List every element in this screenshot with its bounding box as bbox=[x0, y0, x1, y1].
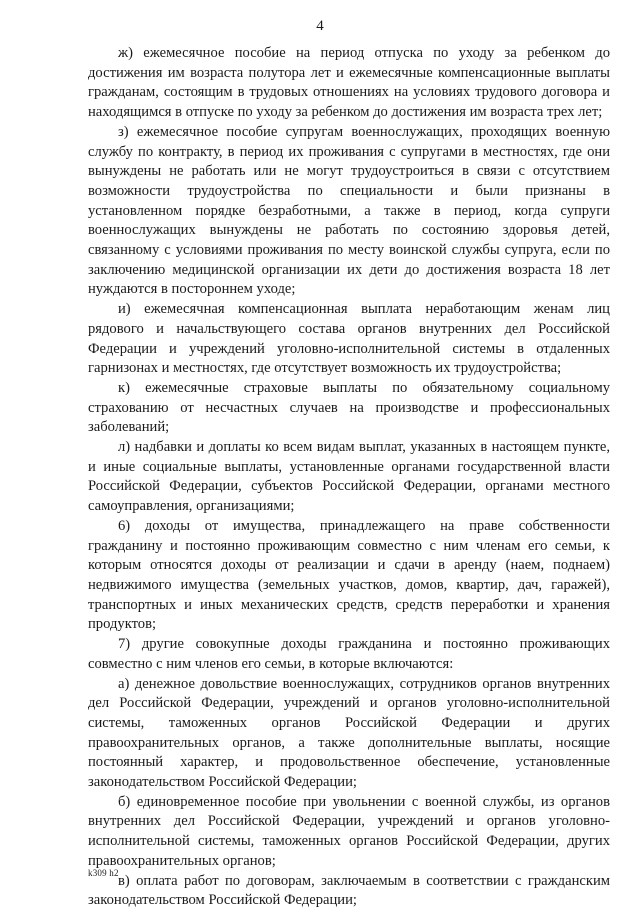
paragraph-z: з) ежемесячное пособие супругам военнослужащих, проходящих военную службу по контракту, в период их проживания с супругами в местностях, где они вынуждены не работать или не могут трудоустроиться в связи с отсутствием возможности трудоустройства по специальности и были признаны в установленном порядке безработными, а также в период, когда супруги военнослужащих вынуждены не работать по состоянию здоровья детей, связанному с условиями проживания по месту воинской службы супруга, если по заключению медицинской организации их дети до достижения возраста 18 лет нуждаются в постороннем уходе; bbox=[88, 123, 610, 298]
paragraph-v: в) оплата работ по договорам, заключаемым в соответствии с гражданским законодательством Российской Федерации; bbox=[88, 872, 610, 909]
paragraph-a: а) денежное довольствие военнослужащих, сотрудников органов внутренних дел Российской Федерации, учреждений и органов уголовно-исполнительной системы, таможенных органов Российской Федерации и других правоохранительных органов, а также дополнительные выплаты, носящие постоянный характер, и продовольственное обеспечение, установленные законодательством Российской Федерации; bbox=[88, 675, 610, 791]
page-number: 4 bbox=[316, 18, 324, 34]
document-body bbox=[88, 44, 610, 911]
paragraph-6: 6) доходы от имущества, принадлежащего на праве собственности гражданину и постоянно проживающим совместно с ним членам его семьи, к которым относятся доходы от реализации и сдачи в аренду (наем, поднаем) недвижимого имущества (земельных участков, домов, квартир, дач, гаражей), транспортных и иных механических средств, средств переработки и хранения продуктов; bbox=[88, 517, 610, 633]
footer-document-code: k309 h2 bbox=[88, 868, 119, 878]
paragraph-zh: ж) ежемесячное пособие на период отпуска по уходу за ребенком до достижения им возраста полутора лет и ежемесячные компенсационные выплаты гражданам, состоящим в трудовых отношениях на условиях трудового договора и находящимся в отпуске по уходу за ребенком до достижения им возраста трех лет; bbox=[88, 45, 610, 121]
paragraph-k: к) ежемесячные страховые выплаты по обязательному социальному страхованию от несчастных случаев на производстве и профессиональных заболеваний; bbox=[88, 379, 610, 436]
paragraph-l: л) надбавки и доплаты ко всем видам выплат, указанных в настоящем пункте, и иные социальные выплаты, установленные органами государственной власти Российской Федерации, субъектов Российской Федерации, органами местного самоуправления, организациями; bbox=[88, 439, 610, 515]
paragraph-i: и) ежемесячная компенсационная выплата неработающим женам лиц рядового и начальствующего состава органов внутренних дел Российской Федерации и учреждений уголовно-исполнительной системы в отдаленных гарнизонах и местностях, где отсутствует возможность их трудоустройства; bbox=[88, 301, 610, 377]
paragraph-b: б) единовременное пособие при увольнении с военной службы, из органов внутренних дел Российской Федерации, учреждений и органов уголовно-исполнительной системы, таможенных органов Российской Федерации, других правоохранительных органов; bbox=[88, 793, 610, 869]
paragraph-7: 7) другие совокупные доходы гражданина и постоянно проживающих совместно с ним членов его семьи, в которые включаются: bbox=[88, 636, 610, 672]
